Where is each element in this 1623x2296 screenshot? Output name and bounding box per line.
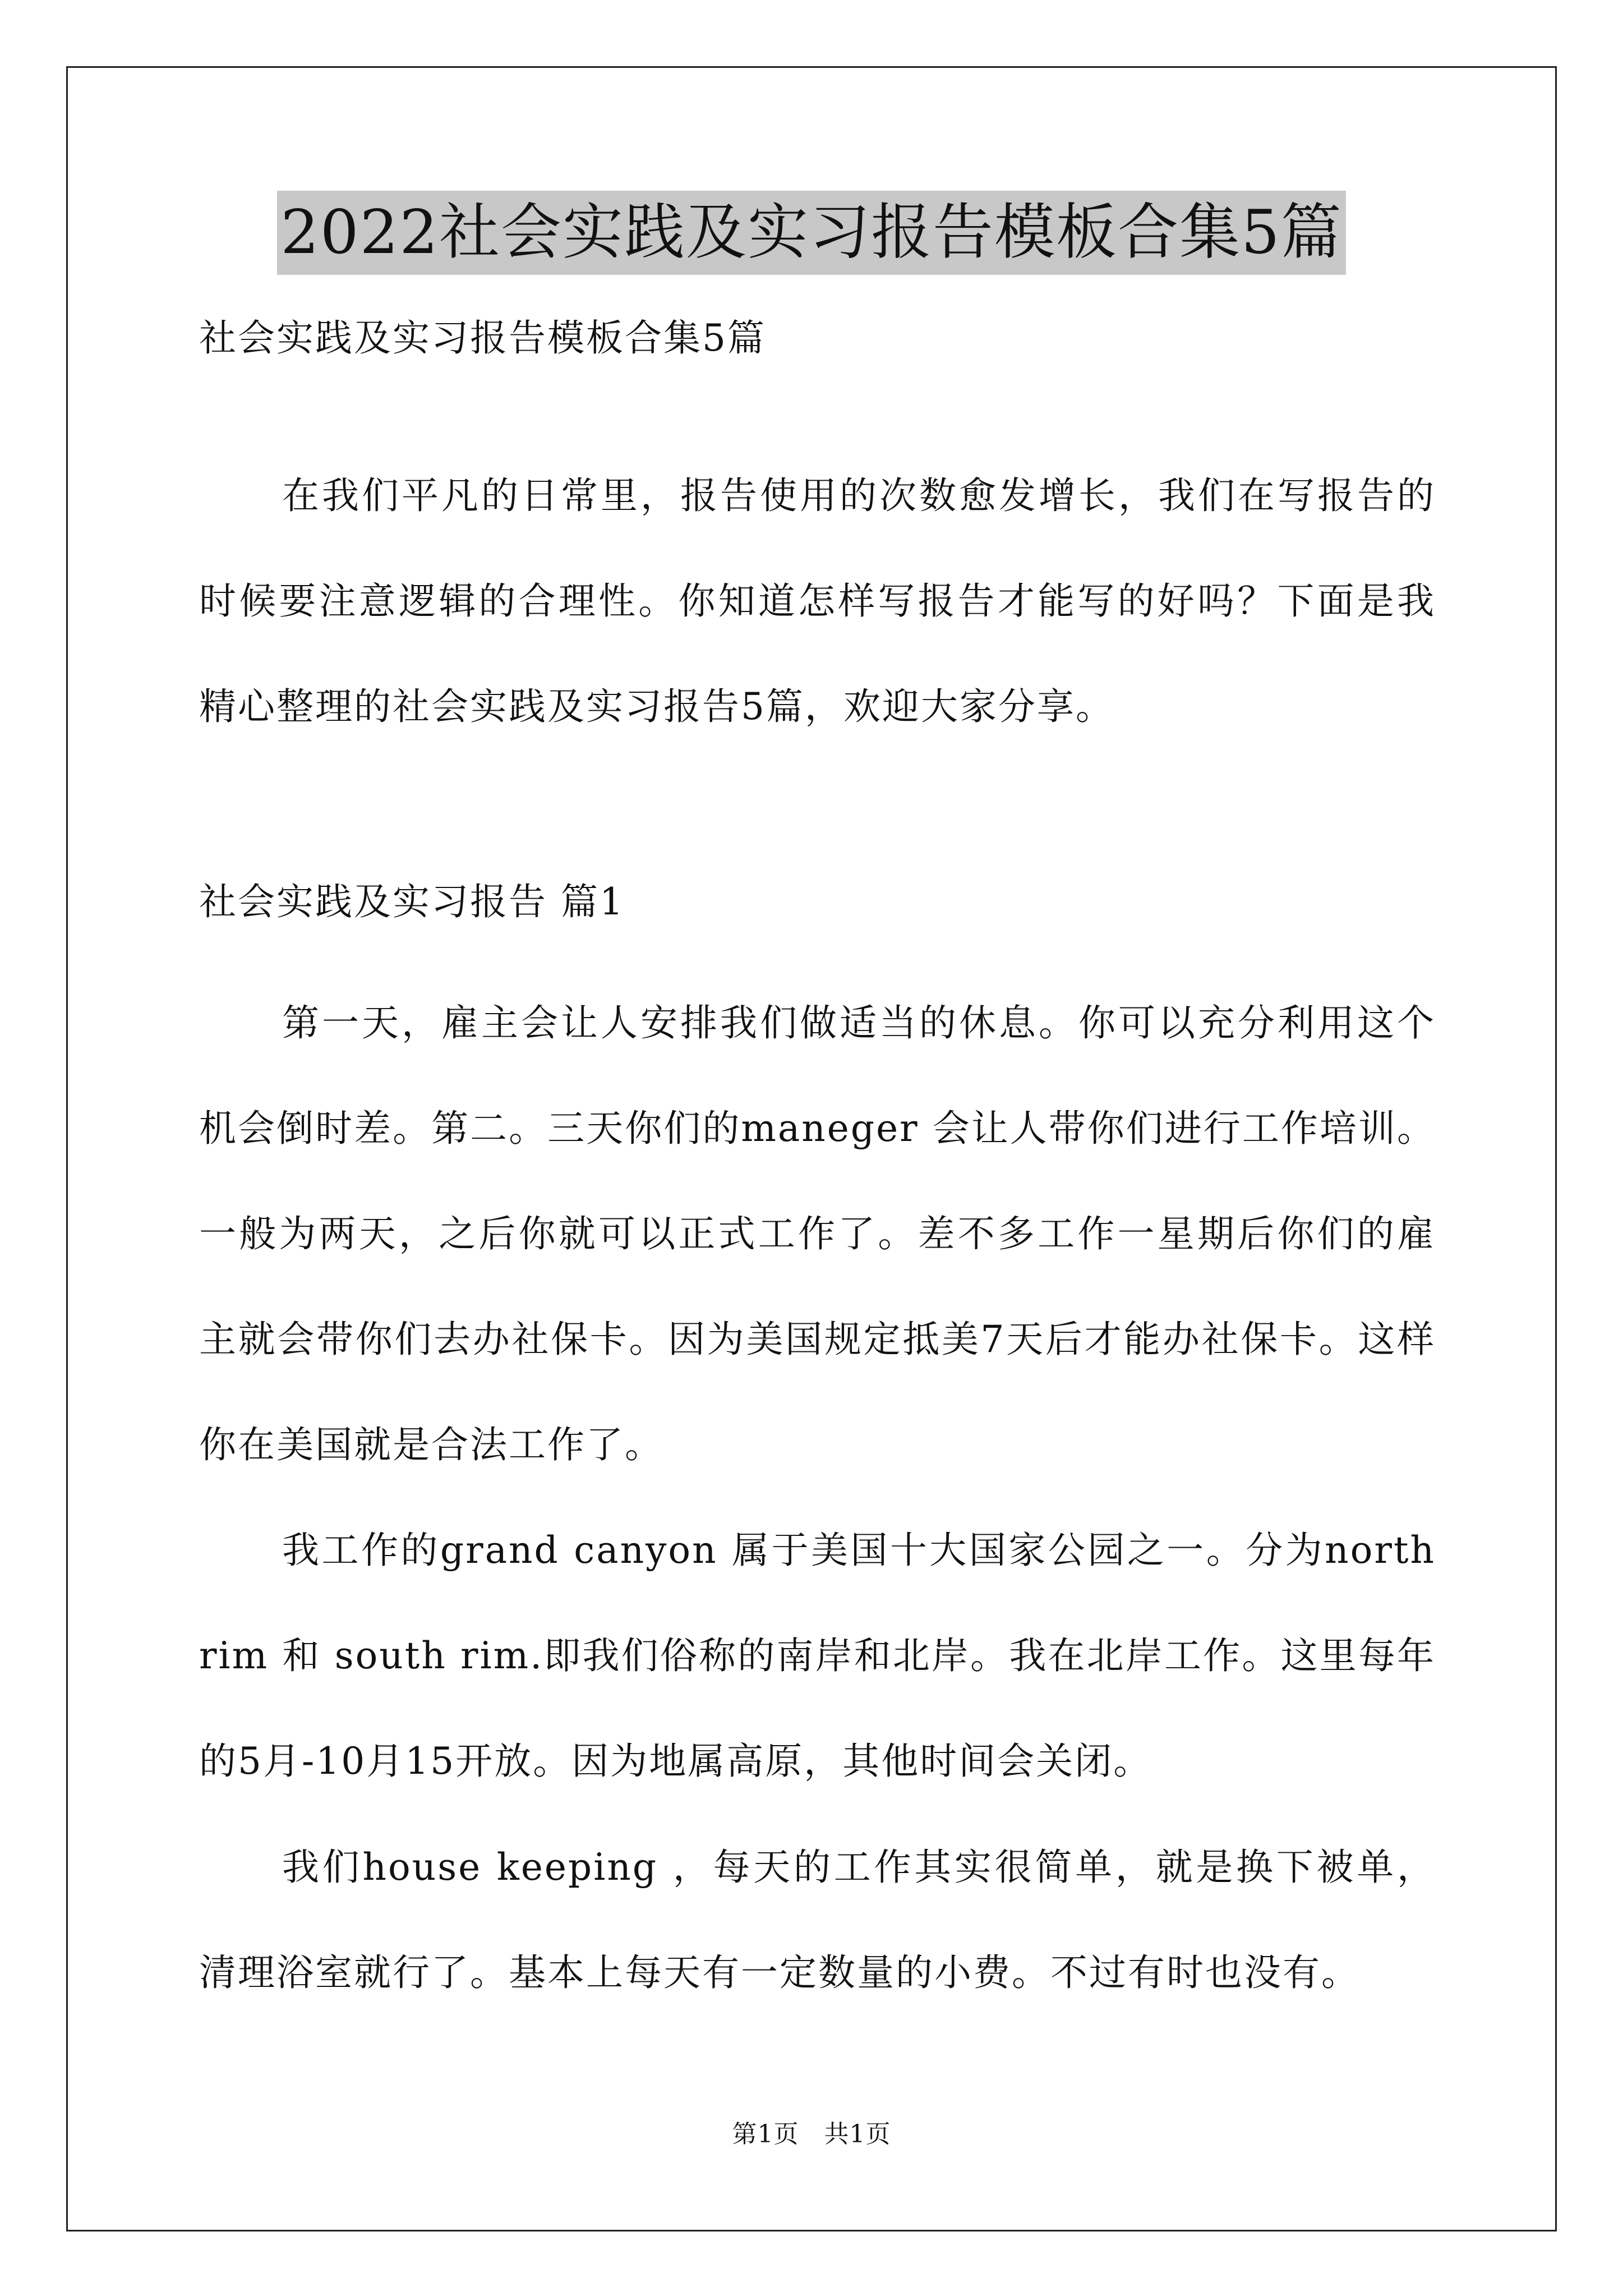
body-paragraph-1: 第一天，雇主会让人安排我们做适当的休息。你可以充分利用这个机会倒时差。第二。三天你们的maneger 会让人带你们进行工作培训。一般为两天，之后你就可以正式工作了。差不多工作一星期后你们的雇主就会带你们去办社保卡。因为美国规定抵美7天后才能办社保卡。这样你在美国就是合法工作了。 — [199, 1001, 1436, 1466]
document-subtitle: 社会实践及实习报告模板合集5篇 — [199, 316, 766, 360]
page-footer: 第1页 共1页 — [732, 2120, 891, 2148]
document-title: 2022社会实践及实习报告模板合集5篇 — [277, 191, 1346, 275]
title-container — [0, 191, 1623, 275]
body-paragraph-2: 我工作的grand canyon 属于美国十大国家公园之一。分为north rim 和 south rim.即我们俗称的南岸和北岸。我在北岸工作。这里每年的5月-10月15开放。因为地属高原，其他时间会关闭。 — [199, 1529, 1436, 1783]
section-heading: 社会实践及实习报告 篇1 — [199, 880, 625, 923]
intro-paragraph: 在我们平凡的日常里，报告使用的次数愈发增长，我们在写报告的时候要注意逻辑的合理性。你知道怎样写报告才能写的好吗？下面是我精心整理的社会实践及实习报告5篇，欢迎大家分享。 — [199, 474, 1436, 728]
body-paragraph-3: 我们house keeping ，每天的工作其实很简单，就是换下被单，清理浴室就行了。基本上每天有一定数量的小费。不过有时也没有。 — [199, 1846, 1436, 1994]
